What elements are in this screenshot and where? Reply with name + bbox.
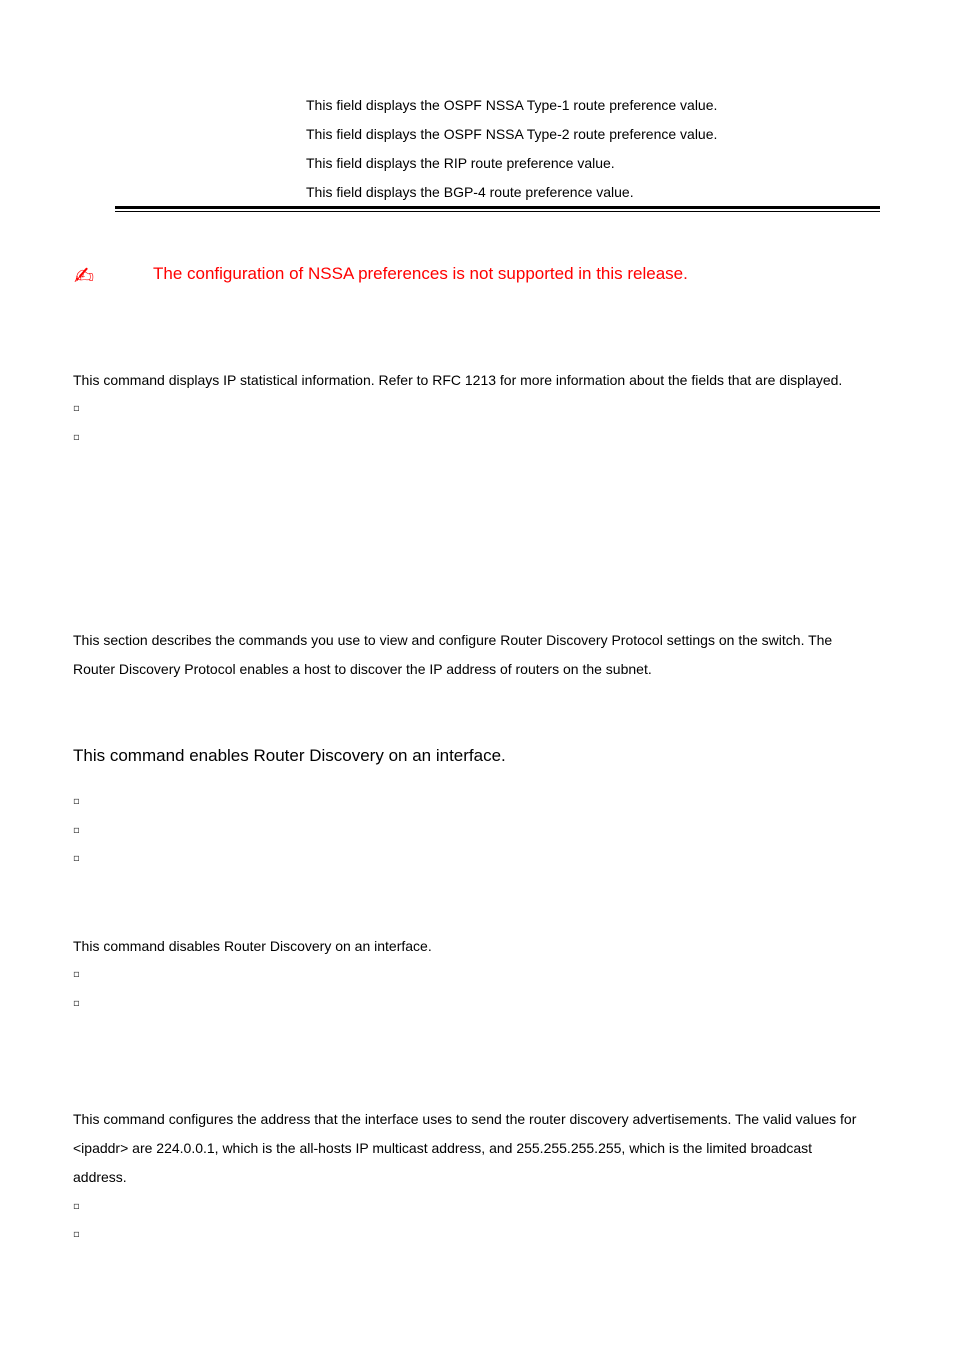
- bullet-marker: ▫: [73, 998, 80, 1009]
- rdp-intro-line2: Router Discovery Protocol enables a host to discover the IP address of routers on the subnet.: [73, 661, 652, 677]
- bullet-marker: ▫: [73, 796, 80, 807]
- pencil-note-icon: ✍: [74, 262, 95, 290]
- table-row-nssa-type1: This field displays the OSPF NSSA Type-1 route preference value.: [306, 97, 718, 113]
- table-row-bgp4: This field displays the BGP-4 route preference value.: [306, 184, 634, 200]
- addr-description-line2: <ipaddr> are 224.0.0.1, which is the all-hosts IP multicast address, and 255.255.255.255, which is the limited broadcast: [73, 1140, 813, 1156]
- disable-rd-description: This command disables Router Discovery on an interface.: [73, 938, 432, 954]
- bullet-marker: ▫: [73, 403, 80, 414]
- table-row-rip: This field displays the RIP route preference value.: [306, 155, 615, 171]
- bullet-marker: ▫: [73, 1229, 80, 1240]
- bullet-marker: ▫: [73, 432, 80, 443]
- table-bottom-rule-thick: [115, 206, 880, 209]
- table-bottom-rule-thin: [115, 211, 880, 212]
- addr-description-line1: This command configures the address that the interface uses to send the router discovery advertisements. The valid values for: [73, 1111, 857, 1127]
- addr-description-line3: address.: [73, 1169, 127, 1185]
- bullet-marker: ▫: [73, 853, 80, 864]
- enable-rd-description: This command enables Router Discovery on an interface.: [73, 746, 506, 765]
- bullet-marker: ▫: [73, 1201, 80, 1212]
- bullet-marker: ▫: [73, 969, 80, 980]
- ip-stats-description: This command displays IP statistical information. Refer to RFC 1213 for more information about the fields that are displayed.: [73, 372, 843, 388]
- table-row-nssa-type2: This field displays the OSPF NSSA Type-2 route preference value.: [306, 126, 718, 142]
- rdp-intro-line1: This section describes the commands you use to view and configure Router Discovery Protocol settings on the switch. The: [73, 632, 833, 648]
- bullet-marker: ▫: [73, 825, 80, 836]
- note-text: The configuration of NSSA preferences is not supported in this release.: [153, 264, 688, 283]
